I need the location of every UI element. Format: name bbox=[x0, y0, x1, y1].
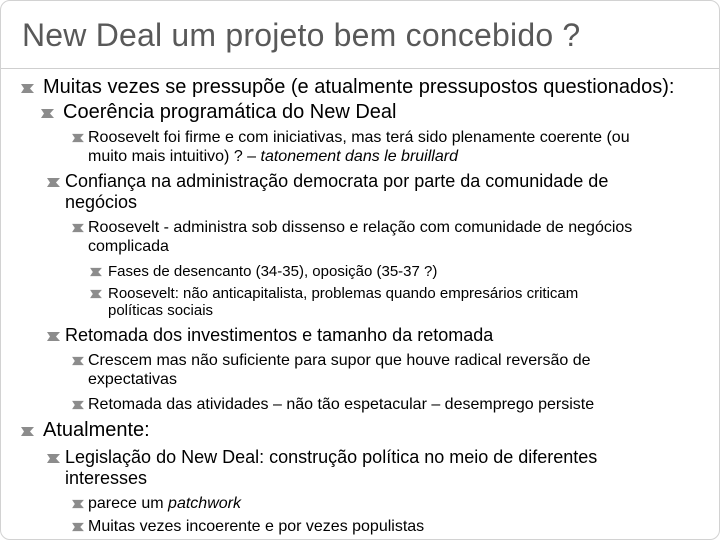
bullet-text-continuation bbox=[88, 147, 630, 166]
ribbon-bullet-icon bbox=[71, 521, 84, 533]
ribbon-bullet-icon bbox=[21, 82, 34, 94]
bullet-text: Legislação do New Deal: construção política no meio de diferentes bbox=[65, 447, 598, 467]
bullet-item bbox=[71, 218, 632, 256]
ribbon-bullet-icon bbox=[89, 266, 102, 278]
bullet-item bbox=[47, 325, 493, 346]
bullet-text: Roosevelt: não anticapitalista, problemas quando empresários criticam bbox=[108, 285, 579, 302]
bullet-text: Fases de desencanto (34-35), oposição (35-37 ?) bbox=[108, 263, 438, 280]
bullet-item bbox=[41, 101, 397, 124]
text-run: muito mais intuitivo) ? – bbox=[88, 148, 261, 165]
text-run: parece um bbox=[88, 495, 169, 512]
ribbon-bullet-icon bbox=[47, 176, 60, 188]
slide-title: New Deal um projeto bem concebido ? bbox=[22, 17, 581, 53]
italic-text-run: tatonement dans le bruillard bbox=[260, 148, 458, 165]
bullet-item bbox=[21, 76, 674, 99]
bullet-item bbox=[71, 494, 241, 513]
bullet-text: Atualmente: bbox=[43, 419, 150, 441]
ribbon-bullet-icon bbox=[41, 107, 54, 119]
bullet-item bbox=[71, 351, 591, 389]
bullet-item bbox=[47, 447, 597, 489]
bullet-item bbox=[71, 128, 630, 166]
bullet-text: Retomada dos investimentos e tamanho da retomada bbox=[65, 325, 494, 345]
bullet-item bbox=[21, 419, 150, 442]
bullet-text: Coerência programática do New Deal bbox=[63, 101, 397, 123]
ribbon-bullet-icon bbox=[71, 132, 84, 144]
ribbon-bullet-icon bbox=[89, 288, 102, 300]
bullet-text-continuation: negócios bbox=[65, 192, 138, 212]
title-divider bbox=[1, 68, 719, 69]
bullet-text bbox=[88, 494, 241, 513]
bullet-text-continuation: complicada bbox=[88, 238, 169, 255]
bullet-item bbox=[89, 285, 578, 319]
bullet-text: Muitas vezes se pressupõe (e atualmente pressupostos questionados): bbox=[43, 76, 675, 98]
italic-text-run: patchwork bbox=[168, 495, 241, 512]
bullet-item bbox=[71, 395, 594, 414]
ribbon-bullet-icon bbox=[71, 222, 84, 234]
bullet-text: Roosevelt foi firme e com iniciativas, mas terá sido plenamente coerente (ou bbox=[88, 129, 630, 146]
ribbon-bullet-icon bbox=[71, 355, 84, 367]
ribbon-bullet-icon bbox=[21, 425, 34, 437]
bullet-item bbox=[71, 517, 424, 536]
ribbon-bullet-icon bbox=[47, 330, 60, 342]
bullet-text-continuation: interesses bbox=[65, 468, 148, 488]
ribbon-bullet-icon bbox=[47, 452, 60, 464]
bullet-item bbox=[47, 171, 608, 213]
bullet-text: Confiança na administração democrata por parte da comunidade de bbox=[65, 171, 609, 191]
bullet-text: Retomada das atividades – não tão espetacular – desemprego persiste bbox=[88, 396, 595, 413]
bullet-text: Muitas vezes incoerente e por vezes populistas bbox=[88, 518, 425, 535]
ribbon-bullet-icon bbox=[71, 399, 84, 411]
ribbon-bullet-icon bbox=[71, 498, 84, 510]
bullet-text-continuation: políticas sociais bbox=[108, 302, 214, 319]
bullet-text-continuation: expectativas bbox=[88, 371, 177, 388]
bullet-text: Roosevelt - administra sob dissenso e relação com comunidade de negócios bbox=[88, 219, 633, 236]
bullet-item bbox=[89, 263, 437, 280]
bullet-text: Crescem mas não suficiente para supor que houve radical reversão de bbox=[88, 352, 591, 369]
